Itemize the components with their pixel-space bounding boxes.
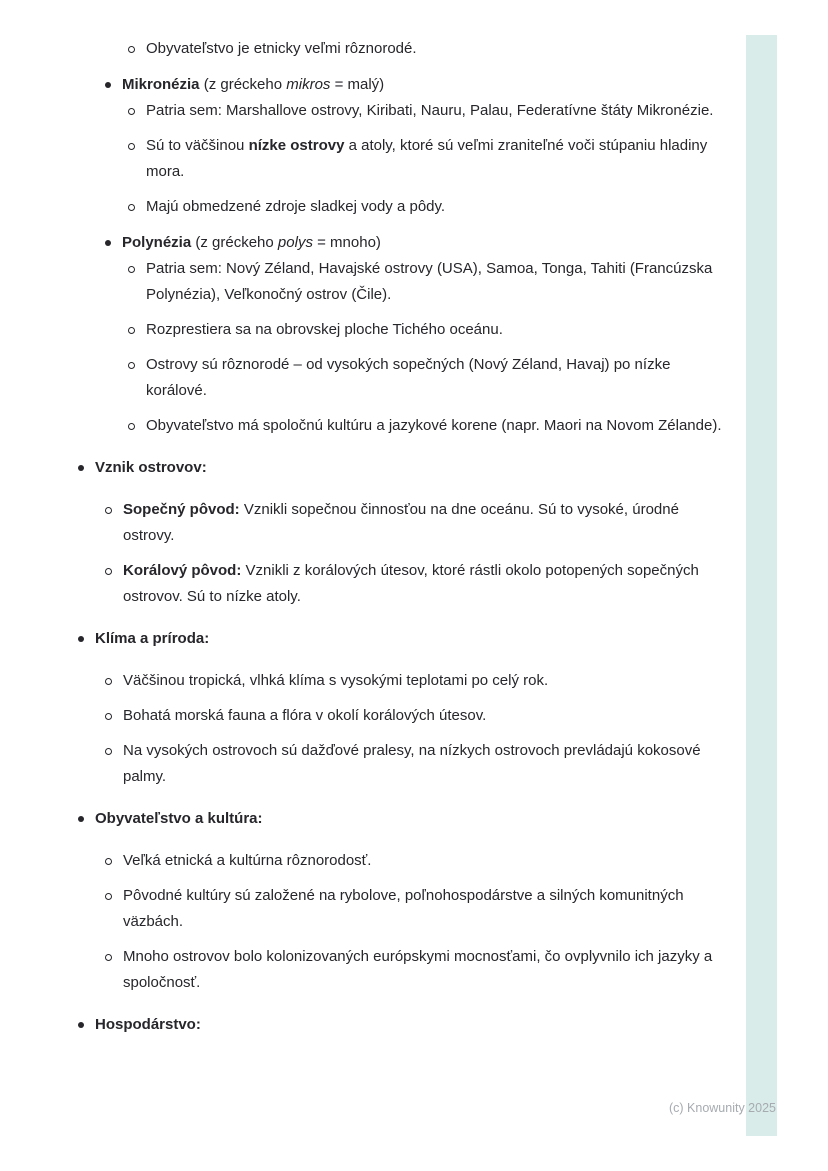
list-item-text: Rozprestiera sa na obrovskej ploche Tichého oceánu. (146, 321, 503, 338)
circle-bullet-icon (105, 893, 112, 900)
list-item-text: Obyvateľstvo má spoločnú kultúru a jazykové korene (napr. Maori na Novom Zélande). (146, 417, 722, 434)
list-item-text: Sú to väčšinou nízke ostrovy a atoly, ktoré sú veľmi zraniteľné voči stúpaniu hladiny mora. (146, 137, 708, 180)
circle-bullet-icon (128, 423, 135, 430)
list-item-text: Patria sem: Nový Zéland, Havajské ostrovy (USA), Samoa, Tonga, Tahiti (Francúzska Polynézia), Veľkonočný ostrov (Čile). (146, 260, 713, 303)
list-item (0, 413, 724, 439)
list-item-text: Korálový pôvod: Vznikli z korálových útesov, ktoré rástli okolo potopených sopečných ostrovov. Sú to nízke atoly. (123, 562, 699, 605)
circle-bullet-icon (128, 46, 135, 53)
list-item (0, 194, 724, 220)
circle-bullet-icon (105, 748, 112, 755)
list-item-text: Pôvodné kultúry sú založené na rybolove, poľnohospodárstve a silných komunitných väzbách. (123, 887, 684, 930)
list-item-text: Obyvateľstvo je etnicky veľmi rôznorodé. (146, 40, 417, 57)
circle-bullet-icon (128, 108, 135, 115)
circle-bullet-icon (105, 568, 112, 575)
disc-bullet-icon (105, 82, 111, 88)
list-item (0, 72, 724, 98)
list-item (0, 36, 724, 62)
disc-bullet-icon (105, 240, 111, 246)
circle-bullet-icon (105, 507, 112, 514)
list-item-text: Sopečný pôvod: Vznikli sopečnou činnosťou na dne oceánu. Sú to vysoké, úrodné ostrovy. (123, 501, 679, 544)
circle-bullet-icon (105, 858, 112, 865)
circle-bullet-icon (105, 713, 112, 720)
list-item-text: Vznik ostrovov: (95, 459, 207, 476)
circle-bullet-icon (105, 954, 112, 961)
list-item-text: Mnoho ostrovov bolo kolonizovaných európskymi mocnosťami, čo ovplyvnilo ich jazyky a spoločnosť. (123, 948, 713, 991)
list-item-text: Ostrovy sú rôznorodé – od vysokých sopečných (Nový Zéland, Havaj) po nízke korálové. (146, 356, 671, 399)
list-item-text: Patria sem: Marshallove ostrovy, Kiribati, Nauru, Palau, Federatívne štáty Mikronézie. (146, 102, 714, 119)
list-item-text: Na vysokých ostrovoch sú dažďové pralesy, na nízkych ostrovoch prevládajú kokosové palmy. (123, 742, 701, 785)
list-item-text: Majú obmedzené zdroje sladkej vody a pôdy. (146, 198, 446, 215)
list-item (0, 352, 724, 404)
list-item-text: Klíma a príroda: (95, 630, 210, 647)
circle-bullet-icon (128, 327, 135, 334)
list-item (0, 944, 724, 996)
list-item-text: Veľká etnická a kultúrna rôznorodosť. (123, 852, 372, 869)
circle-bullet-icon (128, 204, 135, 211)
disc-bullet-icon (78, 465, 84, 471)
circle-bullet-icon (128, 266, 135, 273)
disc-bullet-icon (78, 816, 84, 822)
list-item (0, 133, 724, 185)
list-item (0, 806, 724, 832)
list-item (0, 668, 724, 694)
list-item (0, 883, 724, 935)
list-item (0, 455, 724, 481)
list-item (0, 558, 724, 610)
list-item (0, 848, 724, 874)
circle-bullet-icon (128, 143, 135, 150)
list-item-text: Väčšinou tropická, vlhká klíma s vysokými teplotami po celý rok. (123, 672, 549, 689)
list-item-text: Mikronézia (z gréckeho mikros = malý) (122, 76, 385, 93)
list-item (0, 230, 724, 256)
list-item (0, 738, 724, 790)
list-item (0, 317, 724, 343)
footer-credit: (c) Knowunity 2025 (668, 1101, 776, 1115)
list-item-text: Bohatá morská fauna a flóra v okolí korálových útesov. (123, 707, 487, 724)
list-item (0, 703, 724, 729)
list-item-text: Hospodárstvo: (95, 1016, 201, 1033)
list-item-text: Obyvateľstvo a kultúra: (95, 810, 263, 827)
circle-bullet-icon (105, 678, 112, 685)
list-item (0, 626, 724, 652)
list-item (0, 1012, 724, 1038)
list-item-text: Polynézia (z gréckeho polys = mnoho) (122, 234, 381, 251)
disc-bullet-icon (78, 1022, 84, 1028)
circle-bullet-icon (128, 362, 135, 369)
list-item (0, 497, 724, 549)
list-item (0, 98, 724, 124)
bullet-list (0, 36, 724, 1038)
list-item (0, 256, 724, 308)
disc-bullet-icon (78, 636, 84, 642)
